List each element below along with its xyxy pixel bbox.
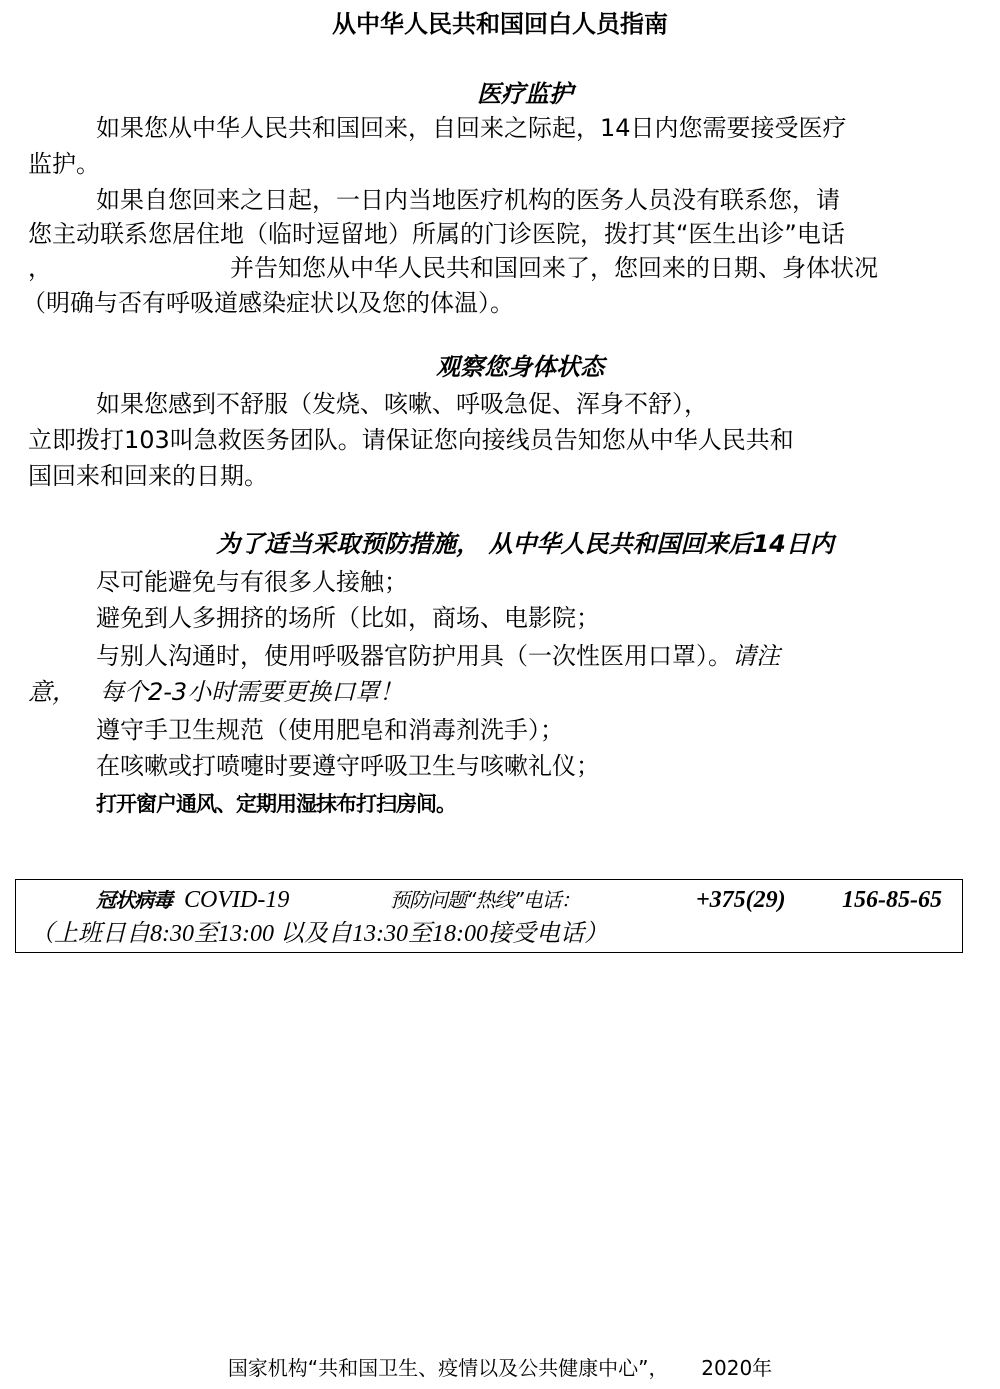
paragraph-line: 立即拨打103叫急救医务团队。请保证您向接线员告知您从中华人民共和 [28, 426, 794, 454]
list-item-note-cont: 每个2-3小时需要更换口罩！ [100, 678, 404, 706]
list-item: 在咳嗽或打喷嚏时要遵守呼吸卫生与咳嗽礼仪； [96, 752, 600, 780]
section-heading-observe-health: 观察您身体状态 [436, 353, 604, 381]
hotline-label-text: 预防问题“热线”电话： [390, 888, 580, 912]
hotline-virus-name: COVID-19 [184, 887, 290, 913]
hotline-box [15, 879, 963, 953]
section-heading-medical-supervision: 医疗监护 [477, 80, 573, 108]
paragraph-line: 监护。 [28, 150, 100, 178]
paragraph-line: 您主动联系您居住地（临时逗留地）所属的门诊医院，拨打其“医生出诊”电话 [28, 220, 845, 248]
section-heading-prevention: 为了适当采取预防措施， 从中华人民共和国回来后14日内 [216, 530, 834, 558]
hotline-phone-number: 156-85-65 [842, 887, 942, 913]
paragraph-line: （明确与否有呼吸道感染症状以及您的体温）。 [22, 289, 514, 317]
hotline-phone-code: +375(29) [696, 887, 786, 913]
paragraph-line: 如果您从中华人民共和国回来，自回来之际起，14日内您需要接受医疗 [96, 114, 847, 142]
paragraph-line: 如果您感到不舒服（发烧、咳嗽、呼吸急促、浑身不舒）， [96, 390, 708, 418]
list-item-text: 与别人沟通时，使用呼吸器官防护用具（一次性医用口罩）。 [96, 642, 732, 670]
footer-year: 2020年 [701, 1356, 773, 1380]
paragraph-line: 如果自您回来之日起，一日内当地医疗机构的医务人员没有联系您，请 [96, 186, 840, 214]
hotline-hours: （上班日自8:30至13:00 以及自13:30至18:00接受电话） [30, 921, 608, 947]
hotline-label-cn: 冠状病毒 [96, 888, 172, 912]
list-item [96, 638, 780, 674]
list-item: 遵守手卫生规范（使用肥皂和消毒剂洗手）； [96, 716, 564, 744]
list-item: 尽可能避免与有很多人接触； [96, 568, 408, 596]
paragraph-line: 国回来和回来的日期。 [28, 462, 268, 490]
list-item: 打开窗户通风、定期用湿抹布打扫房间。 [96, 792, 456, 816]
footer [0, 1352, 1000, 1384]
paragraph-comma: ， [28, 254, 52, 282]
list-item: 避免到人多拥挤的场所（比如，商场、电影院； [96, 604, 600, 632]
paragraph-line: 并告知您从中华人民共和国回来了，您回来的日期、身体状况 [230, 254, 878, 282]
page-title: 从中华人民共和国回白人员指南 [332, 10, 668, 38]
footer-organization: 国家机构“共和国卫生、疫情以及公共健康中心”， [227, 1356, 669, 1380]
list-item-note-cont: 意， [28, 678, 76, 706]
list-item-note: 请注 [732, 642, 780, 670]
